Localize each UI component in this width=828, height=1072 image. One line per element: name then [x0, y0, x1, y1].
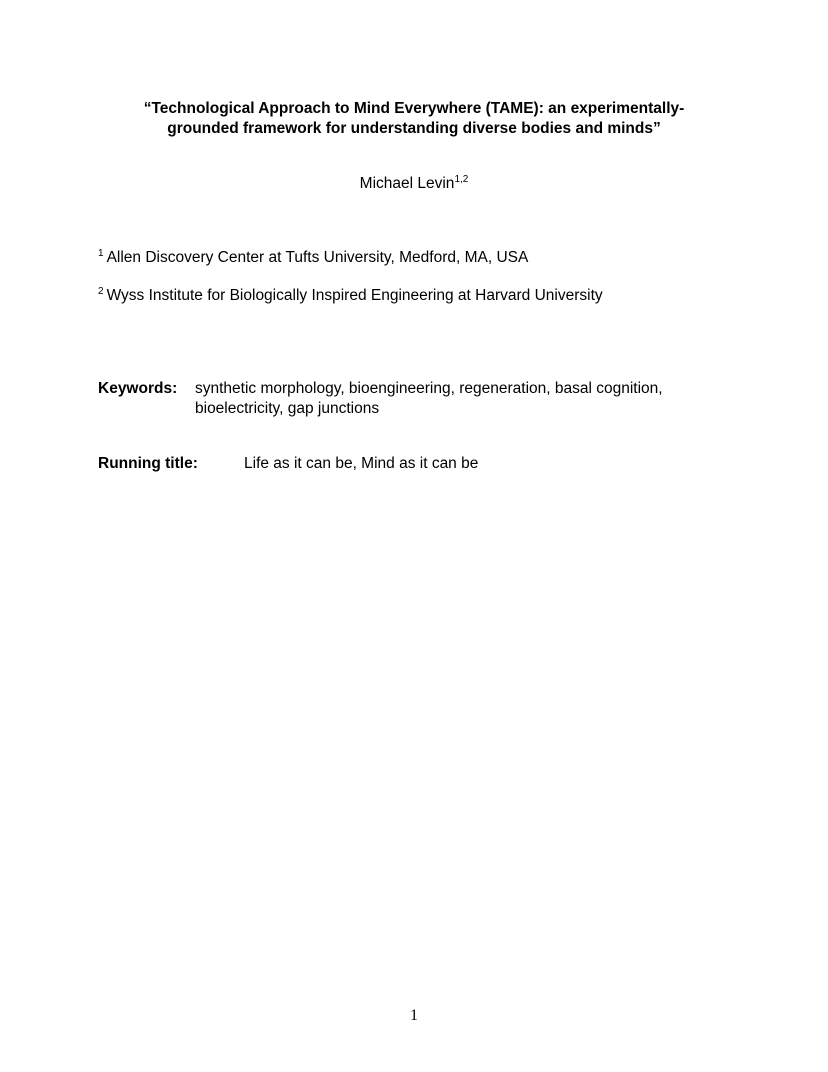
author-affiliation-marks: 1,2	[454, 173, 469, 185]
affiliation-2	[98, 286, 603, 306]
paper-title	[60, 99, 768, 139]
keywords-label: Keywords:	[98, 380, 178, 397]
running-title-label: Running title:	[98, 455, 198, 472]
affiliation-1-mark: 1	[98, 247, 104, 259]
keywords-line-2: bioelectricity, gap junctions	[195, 400, 380, 417]
author-name: Michael Levin	[359, 175, 455, 192]
page-number: 1	[410, 1007, 418, 1024]
affiliation-2-mark: 2	[98, 285, 104, 297]
affiliation-1-text: Allen Discovery Center at Tufts University, Medford, MA, USA	[106, 249, 529, 266]
affiliation-2-text: Wyss Institute for Biologically Inspired Engineering at Harvard University	[106, 287, 603, 304]
paper-title-line-1: “Technological Approach to Mind Everywhere (TAME): an experimentally-	[143, 100, 685, 117]
affiliation-1	[98, 248, 528, 268]
author-line	[0, 174, 828, 194]
keywords-text	[195, 379, 755, 419]
running-title-text: Life as it can be, Mind as it can be	[244, 455, 479, 472]
keywords-line-1: synthetic morphology, bioengineering, regeneration, basal cognition,	[195, 380, 663, 397]
paper-title-line-2: grounded framework for understanding diverse bodies and minds”	[167, 120, 661, 137]
